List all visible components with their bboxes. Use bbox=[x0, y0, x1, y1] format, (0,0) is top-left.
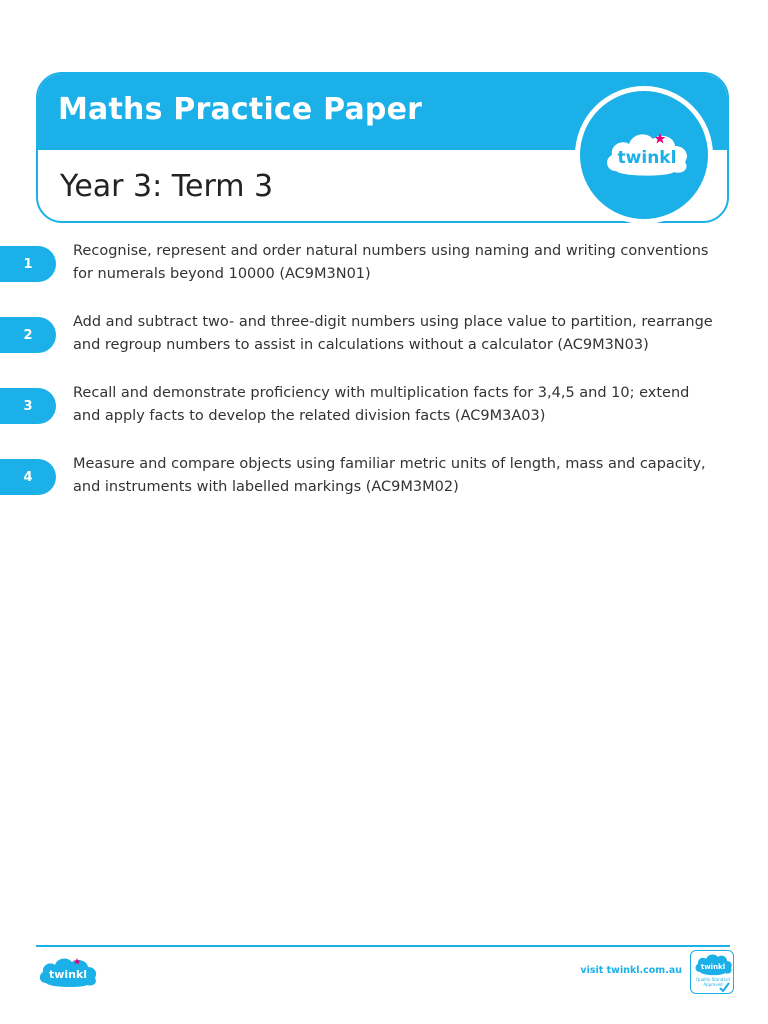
twinkl-logo bbox=[575, 86, 713, 224]
badge-caption: Quality Standard Approved bbox=[696, 977, 730, 987]
objective-number: 4 bbox=[0, 459, 56, 495]
objective-text bbox=[73, 240, 743, 286]
objective-text bbox=[73, 453, 743, 499]
objective-text bbox=[73, 311, 743, 357]
objective-item bbox=[0, 385, 768, 440]
objective-text-line: Recall and demonstrate proficiency with multiplication facts for 3,4,5 and 10; extend bbox=[73, 385, 690, 401]
objective-item bbox=[0, 243, 768, 298]
objective-number: 1 bbox=[0, 246, 56, 282]
quality-badge bbox=[690, 950, 734, 994]
objective-text-line: for numerals beyond 10000 (AC9M3N01) bbox=[73, 266, 371, 282]
objective-text-line: and instruments with labelled markings (AC9M3M02) bbox=[73, 479, 459, 495]
objective-text-line: Measure and compare objects using familiar metric units of length, mass and capacity, bbox=[73, 456, 706, 472]
objective-text-line: Recognise, represent and order natural numbers using naming and writing conventions bbox=[73, 243, 709, 259]
objective-text-line: Add and subtract two- and three-digit numbers using place value to partition, rearrange bbox=[73, 314, 713, 330]
objective-number: 3 bbox=[0, 388, 56, 424]
page-subtitle: Year 3: Term 3 bbox=[60, 169, 274, 204]
logo-wordmark: twinkl bbox=[617, 148, 677, 168]
cloud-logo-icon bbox=[602, 127, 692, 179]
footer-logo-wordmark: twinkl bbox=[48, 968, 88, 981]
objective-text-line: and apply facts to develop the related division facts (AC9M3A03) bbox=[73, 408, 546, 424]
footer-website-link[interactable]: visit twinkl.com.au bbox=[580, 965, 682, 976]
footer-twinkl-logo-icon bbox=[37, 954, 99, 988]
objective-text bbox=[73, 382, 743, 428]
objective-item bbox=[0, 314, 768, 369]
objective-text-line: and regroup numbers to assist in calculations without a calculator (AC9M3N03) bbox=[73, 337, 649, 353]
objective-item bbox=[0, 456, 768, 511]
footer-divider bbox=[36, 945, 730, 947]
objective-number: 2 bbox=[0, 317, 56, 353]
page-title: Maths Practice Paper bbox=[58, 92, 423, 127]
badge-wordmark: twinkl bbox=[700, 962, 725, 971]
